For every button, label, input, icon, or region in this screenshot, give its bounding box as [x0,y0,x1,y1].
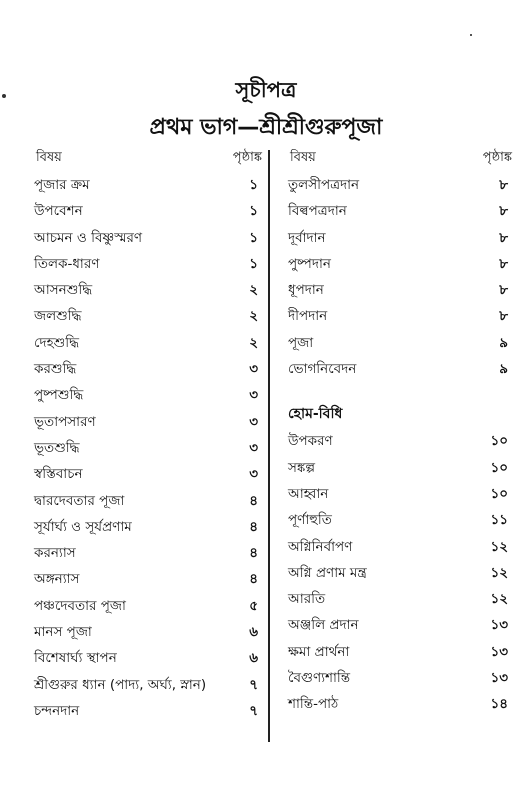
entry-page-number: ১৩ [490,617,508,634]
entry-page-number: ৮ [499,308,508,325]
entry-title: স্বস্তিবাচন [34,466,83,483]
page-title: সূচীপত্র [235,78,297,102]
entry-page-number: ৯ [499,334,508,351]
toc-entry [282,253,512,279]
entry-page-number: ১২ [490,564,508,581]
entry-page-number: ৪ [249,518,258,535]
subject-header: বিষয় [290,150,316,165]
subject-header: বিষয় [36,150,62,165]
toc-entry [282,667,512,693]
entry-page-number: ৩ [249,439,258,456]
entry-title: পুষ্পদান [288,255,331,272]
toc-entry [28,463,262,489]
toc-entries [28,174,262,726]
entry-title: ভোগনিবেদন [288,361,357,378]
toc-entry [282,614,512,640]
toc-entry [28,411,262,437]
entry-title: তুলসীপত্রদান [288,177,360,193]
entry-page-number: ১ [249,255,258,272]
entry-title: আহ্বান [288,485,329,502]
entry-title: দেহশুদ্ধি [34,334,80,351]
entry-page-number: ৮ [499,255,508,272]
toc-entries [282,174,512,384]
entry-title: সূর্যার্ঘ্য ও সূর্যপ্রণাম [34,518,132,535]
toc-entry [282,693,512,719]
toc-entry [28,568,262,594]
entry-title: সঙ্কল্প [288,459,315,476]
entry-title: করন্যাস [34,545,76,562]
toc-entry [282,279,512,305]
entry-page-number: ১২ [490,538,508,555]
entry-page-number: ৮ [499,229,508,246]
entry-page-number: ১৩ [490,670,508,687]
entry-page-number: ১ [249,203,258,220]
entry-page-number: ১০ [490,433,508,450]
toc-entry [28,490,262,516]
toc-entry [28,279,262,305]
entry-page-number: ১০ [490,459,508,476]
entry-page-number: ২ [249,308,258,325]
entry-title: পূজা [288,334,314,351]
toc-entry [282,641,512,667]
entry-page-number: ৮ [499,177,508,193]
entry-title: অগ্নি প্রণাম মন্ত্র [288,564,367,581]
toc-entry [282,457,512,483]
toc-entry [282,200,512,226]
entry-page-number: ৩ [249,413,258,430]
entry-page-number: ১ [249,177,258,193]
entry-page-number: ২ [249,282,258,299]
toc-entry [28,227,262,253]
entry-page-number: ১৪ [490,696,508,713]
entry-page-number: ৩ [249,361,258,378]
entry-page-number: ৩ [249,387,258,404]
entry-title: অঙ্গন্যাস [34,571,80,588]
entry-title: দীপদান [288,308,328,325]
entry-title: পুষ্পশুদ্ধি [34,387,84,404]
entry-page-number: ৭ [249,676,258,693]
toc-entry [28,358,262,384]
entry-title: পূর্ণাহুতি [288,512,332,529]
toc-entry [28,253,262,279]
entry-page-number: ৮ [499,203,508,220]
toc-entry [28,700,262,726]
toc-entry [282,588,512,614]
entry-page-number: ৫ [249,597,258,614]
entry-page-number: ১২ [490,591,508,608]
page-speck [470,34,472,36]
toc-entry [282,358,512,384]
entry-title: দূর্বাদান [288,229,326,246]
toc-right-column [282,148,512,720]
entry-title: আসনশুদ্ধি [34,282,93,299]
toc-entry [28,674,262,700]
page-header: পৃষ্ঠাঙ্ক [232,150,262,165]
entry-title: মানস পূজা [34,624,92,641]
entry-title: দ্বারদেবতার পূজা [34,492,125,509]
toc-entry [28,542,262,568]
entry-title: অঞ্জলি প্রদান [288,617,359,634]
toc-entry [282,483,512,509]
toc-entry [28,621,262,647]
page-header: পৃষ্ঠাঙ্ক [482,150,512,165]
entry-page-number: ৬ [249,650,258,667]
entry-title: পূজার ক্রম [34,177,90,193]
entry-title: আচমন ও বিষ্ণুস্মরণ [34,229,143,246]
toc-left-column [28,148,262,726]
entry-page-number: ৬ [249,624,258,641]
toc-entry [28,200,262,226]
toc-entry [28,174,262,200]
toc-entry [282,509,512,535]
toc-entry [28,437,262,463]
entry-page-number: ৩ [249,466,258,483]
toc-section-entries [282,430,512,719]
entry-title: উপবেশন [34,203,83,220]
toc-entry [28,516,262,542]
entry-title: শ্রীগুরুর ধ্যান (পাদ্য, অর্ঘ্য, স্নান) [34,676,207,693]
toc-entry [28,384,262,410]
part-title: প্রথম ভাগ—শ্রীশ্রীগুরুপূজা [149,115,383,140]
column-header [282,148,512,174]
entry-title: ভূতাপসারণ [34,413,96,430]
column-divider [268,150,270,742]
toc-entry [28,305,262,331]
entry-title: বিল্বপত্রদান [288,203,347,220]
entry-page-number: ৪ [249,492,258,509]
entry-title: অগ্নিনির্বাপণ [288,538,353,555]
entry-title: ক্ষমা প্রার্থনা [288,643,350,660]
toc-entry [282,332,512,358]
toc-entry [282,536,512,562]
toc-entry [28,332,262,358]
entry-title: উপকরণ [288,433,333,450]
toc-entry [282,430,512,456]
toc-entry [282,305,512,331]
entry-title: তিলক-ধারণ [34,255,100,272]
entry-title: বিশেষার্ঘ্য স্থাপন [34,650,117,667]
entry-page-number: ১ [249,229,258,246]
entry-page-number: ৭ [249,702,258,719]
entry-page-number: ৪ [249,571,258,588]
toc-entry [28,595,262,621]
toc-entry [282,227,512,253]
entry-title: বৈগুণ্যশান্তি [288,670,351,687]
column-header [28,148,262,174]
entry-page-number: ৮ [499,282,508,299]
entry-title: আরতি [288,591,326,608]
toc-entry [282,174,512,200]
entry-page-number: ১০ [490,485,508,502]
entry-page-number: ১৩ [490,643,508,660]
toc-entry [28,647,262,673]
entry-page-number: ২ [249,334,258,351]
entry-title: করশুদ্ধি [34,361,77,378]
section-title-homa: হোম-বিধি [288,406,343,423]
entry-title: পঞ্চদেবতার পূজা [34,597,126,614]
entry-title: ভূতশুদ্ধি [34,439,80,456]
entry-title: শান্তি-পাঠ [288,696,339,713]
entry-page-number: ১১ [490,512,508,529]
entry-title: চন্দনদান [34,702,80,719]
entry-title: জলশুদ্ধি [34,308,82,325]
entry-page-number: ৯ [499,361,508,378]
toc-entry [282,562,512,588]
entry-title: ধূপদান [288,282,324,299]
entry-page-number: ৪ [249,545,258,562]
